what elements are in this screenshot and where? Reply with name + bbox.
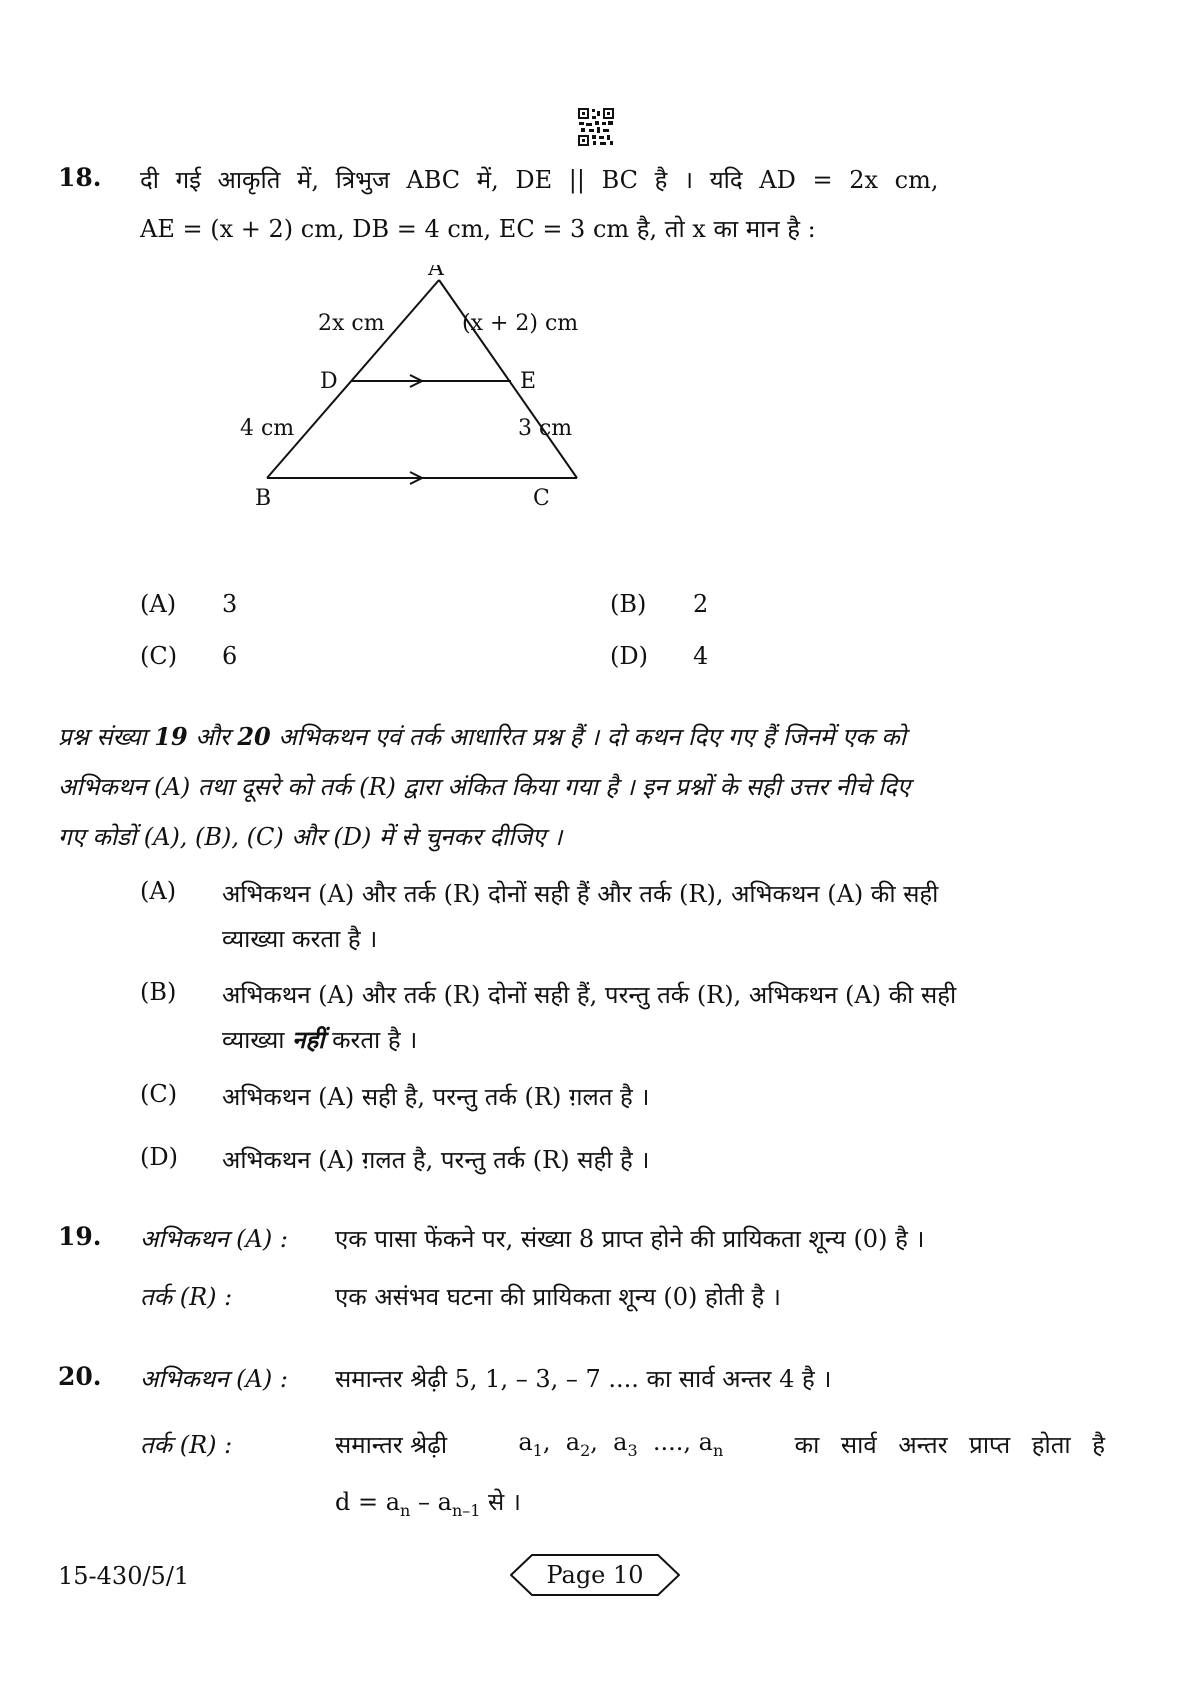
q19-reason: एक असंभव घटना की प्रायिकता शून्य (0) होती है । [335, 1283, 781, 1311]
label-db: 4 cm [240, 416, 295, 441]
vertex-d: D [320, 369, 338, 394]
vertex-c: C [533, 486, 550, 511]
question-number-18: 18. [58, 163, 102, 192]
paper-code: 15-430/5/1 [58, 1562, 190, 1590]
vertex-e: E [520, 369, 537, 394]
instructions-line3: गए कोडों (A), (B), (C) और (D) में से चुनकर दीजिए । [58, 823, 563, 851]
code-b-line2: व्याख्या नहीं करता है । [222, 1025, 418, 1054]
q18-option-b-label: (B) [610, 590, 647, 618]
vertex-b: B [255, 486, 272, 511]
instructions-line1: प्रश्न संख्या 19 और 20 अभिकथन एवं तर्क आधारित प्रश्न हैं । दो कथन दिए गए हैं जिनमें एक को [58, 722, 906, 751]
code-c-line1: अभिकथन (A) सही है, परन्तु तर्क (R) ग़लत है । [222, 1083, 650, 1111]
emphasis-not: नहीं [292, 1025, 325, 1054]
q20-formula: $d = a_n - a_{n-1}$ से । [335, 1488, 521, 1520]
q19-assertion: एक पासा फेंकने पर, संख्या 8 प्राप्त होने की प्रायिकता शून्य (0) है । [335, 1225, 925, 1253]
question-number-20: 20. [58, 1362, 102, 1391]
code-a-label: (A) [140, 877, 177, 905]
page-label: Page 10 [546, 1561, 644, 1589]
q18-option-c-label: (C) [140, 642, 178, 670]
code-b-label: (B) [140, 978, 177, 1006]
q18-text-line2: AE = (x + 2) cm, DB = 4 cm, EC = 3 cm है, तो x का मान है : [140, 215, 816, 243]
q18-option-a-value: 3 [222, 590, 238, 618]
q18-option-c-value: 6 [222, 642, 238, 670]
label-ae: (x + 2) cm [462, 311, 579, 336]
question-number-19: 19. [58, 1222, 102, 1251]
code-b-line1: अभिकथन (A) और तर्क (R) दोनों सही हैं, परन्तु तर्क (R), अभिकथन (A) की सही [222, 981, 957, 1009]
q20-reason-label: तर्क (R) : [140, 1431, 233, 1459]
code-d-line1: अभिकथन (A) ग़लत है, परन्तु तर्क (R) सही है । [222, 1146, 650, 1174]
q18-option-b-value: 2 [693, 590, 709, 618]
instructions-line2: अभिकथन (A) तथा दूसरे को तर्क (R) द्वारा अंकित किया गया है । इन प्रश्नों के सही उत्तर नीचे दिए [58, 773, 911, 801]
label-ad: 2x cm [318, 311, 385, 336]
q18-option-d-value: 4 [693, 642, 709, 670]
label-ec: 3 cm [518, 416, 573, 441]
q18-option-a-label: (A) [140, 590, 177, 618]
code-c-label: (C) [140, 1080, 178, 1108]
qr-code-icon [578, 108, 614, 146]
q18-text-line1: दी गई आकृति में, त्रिभुज ABC में, DE || BC है । यदि AD = 2x cm, [140, 166, 939, 194]
q19-assertion-label: अभिकथन (A) : [140, 1225, 288, 1253]
vertex-a: A [428, 265, 444, 281]
q19-reason-label: तर्क (R) : [140, 1283, 233, 1311]
q18-option-d-label: (D) [610, 642, 648, 670]
q20-reason-line1: समान्तर श्रेढ़ी $a_1$, $a_2$, $a_3$ ...., $a_n$ का सार्व अन्तर प्राप्त होता है [335, 1428, 1105, 1460]
code-a-line1: अभिकथन (A) और तर्क (R) दोनों सही हैं और तर्क (R), अभिकथन (A) की सही [222, 880, 939, 908]
page-number-badge [510, 1553, 680, 1597]
q20-assertion-label: अभिकथन (A) : [140, 1365, 288, 1393]
triangle-figure [230, 265, 640, 555]
code-a-line2: व्याख्या करता है । [222, 925, 378, 953]
code-d-label: (D) [140, 1143, 178, 1171]
q20-assertion: समान्तर श्रेढ़ी 5, 1, – 3, – 7 .... का सार्व अन्तर 4 है । [335, 1365, 832, 1393]
